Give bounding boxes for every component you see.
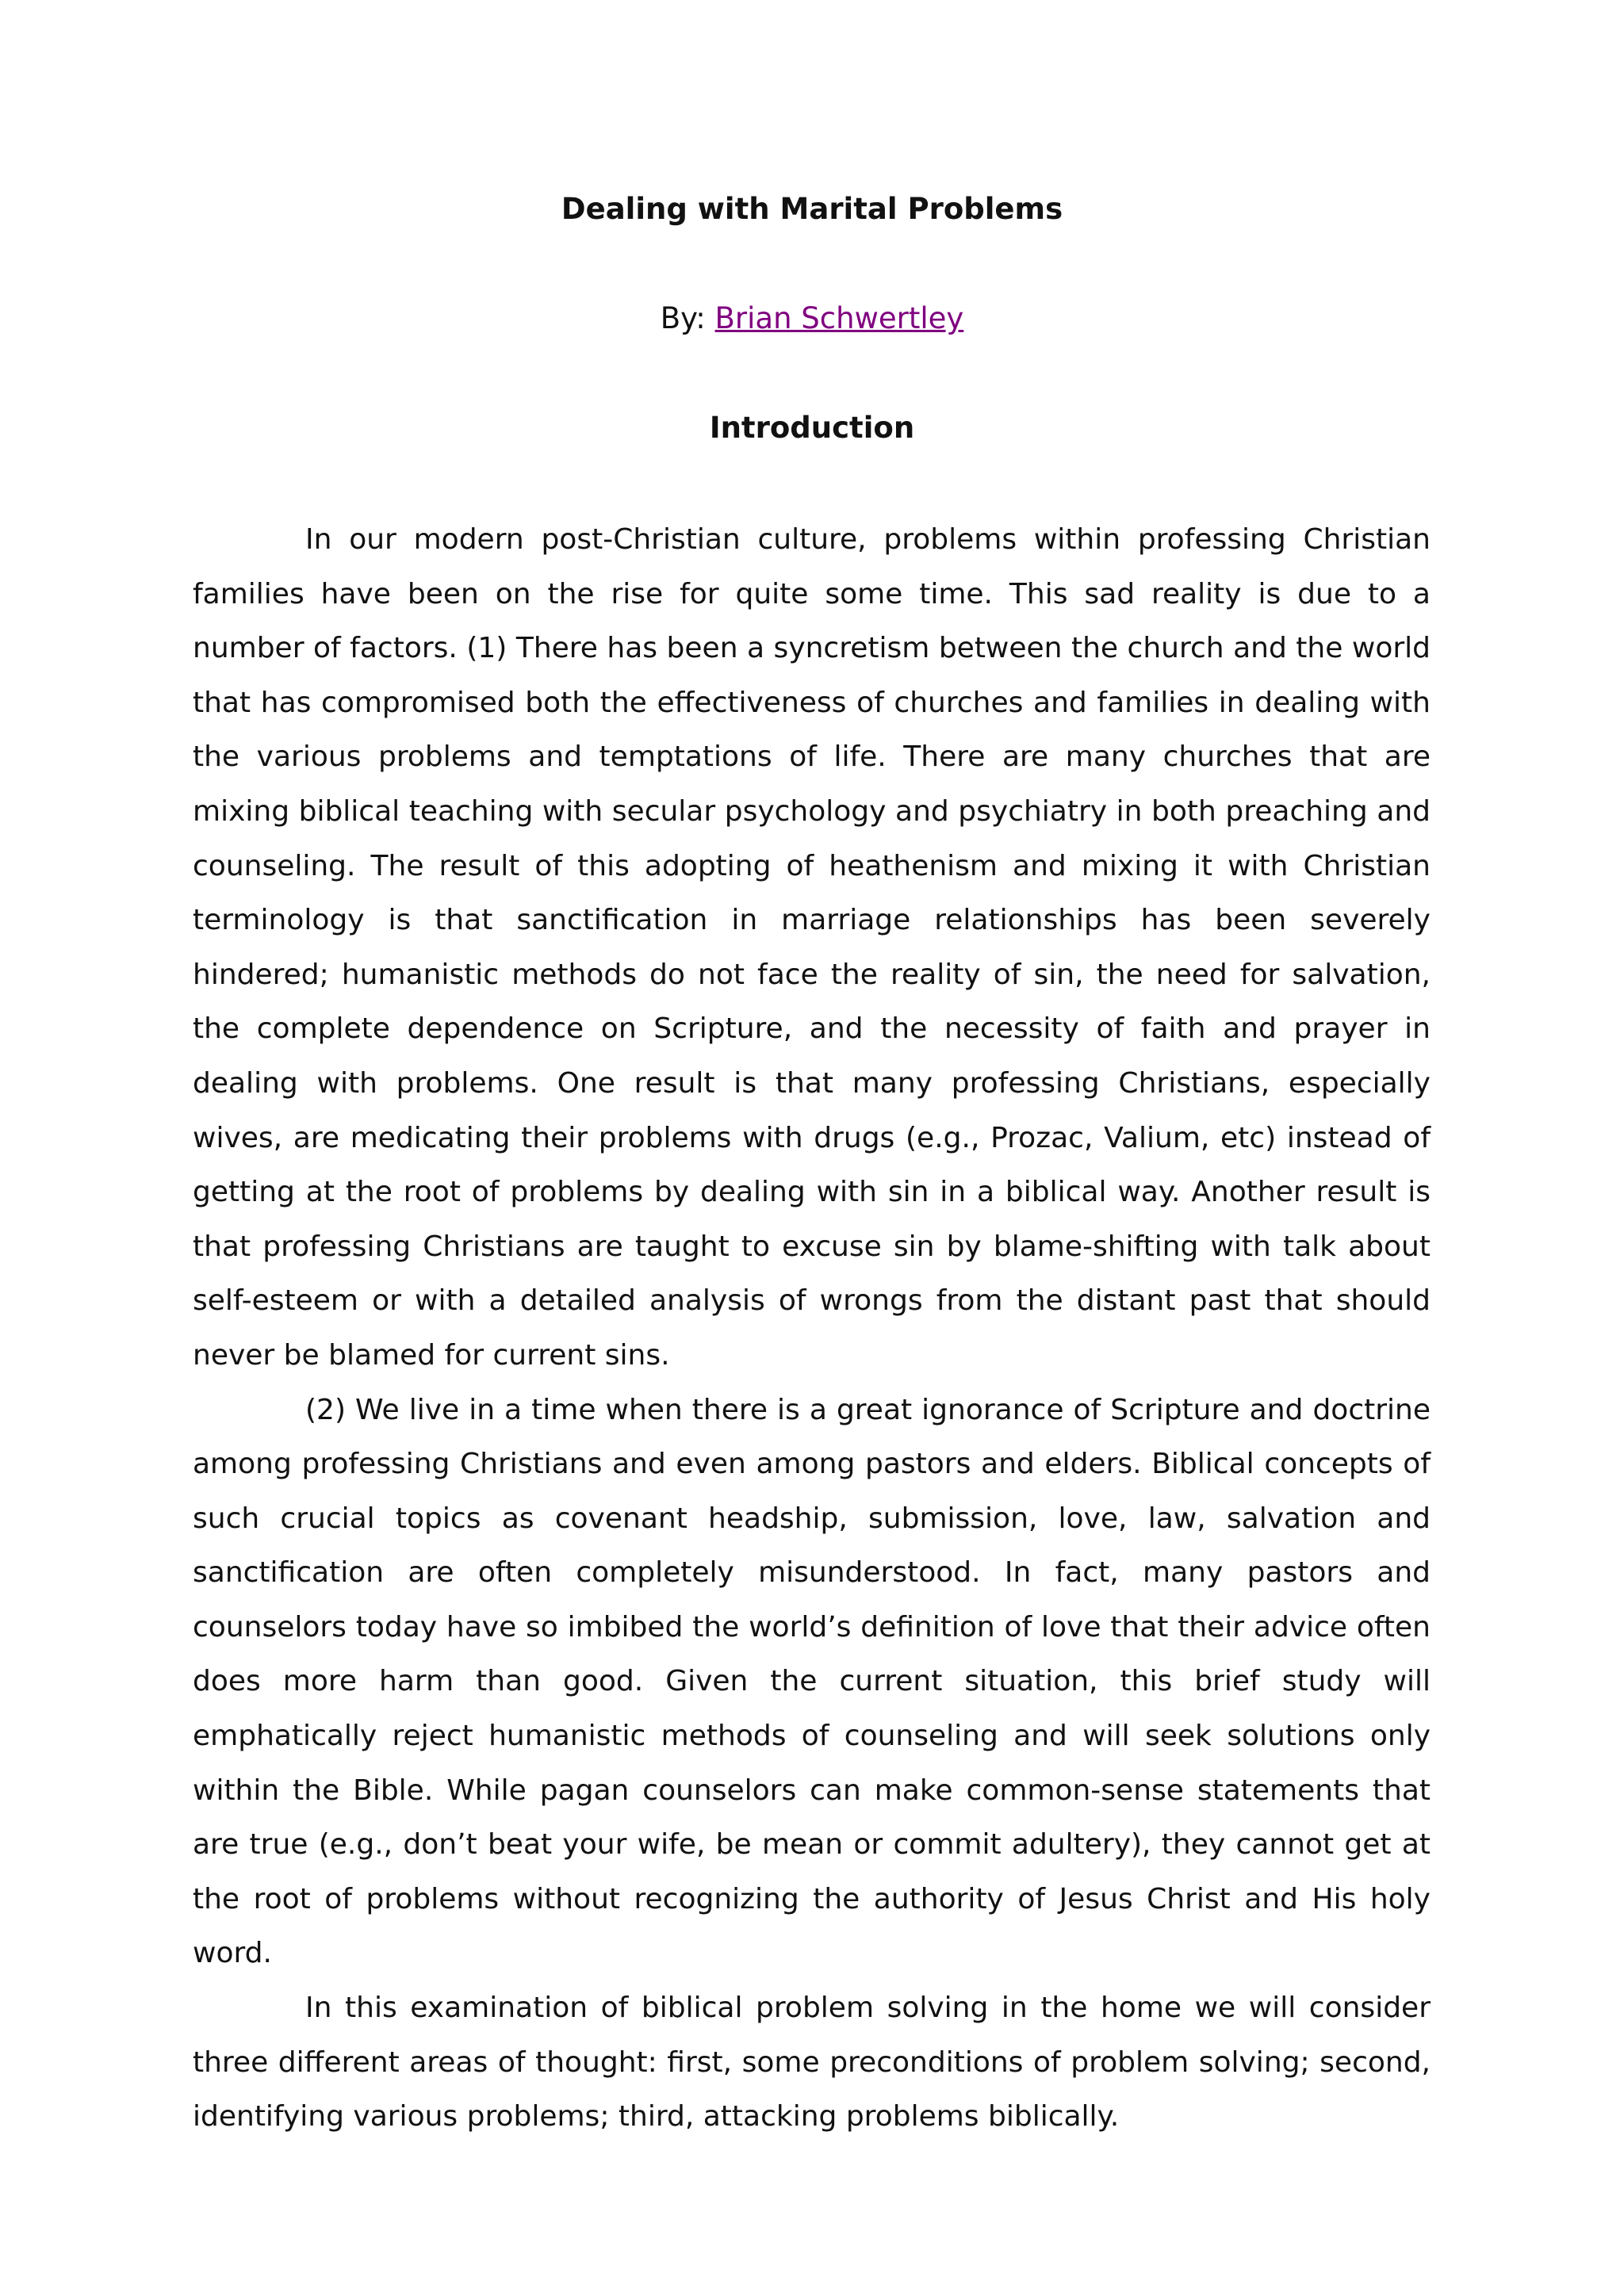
paragraph-1: In our modern post-Christian culture, problems within professing Christian families have been on the rise for quite some time. This sad reality is due to a number of factors. (1) There has been a syncretism between the church and the world that has compromised both the effectiveness of churches and families in dealing with the various problems and temptations of life. There are many churches that are mixing biblical teaching with secular psychology and psychiatry in both preaching and counseling. The result of this adopting of heathenism and mixing it with Christian terminology is that sanctification in marriage relationships has been severely hindered; humanistic methods do not face the reality of sin, the need for salvation, the complete dependence on Scripture, and the necessity of faith and prayer in dealing with problems. One result is that many professing Christians, especially wives, are medicating their problems with drugs (e.g., Prozac, Valium, etc) instead of getting at the root of problems by dealing with sin in a biblical way. Another result is that professing Christians are taught to excuse sin by blame-shifting with talk about self-esteem or with a detailed analysis of wrongs from the distant past that should never be blamed for current sins. <box>193 523 1431 1372</box>
byline <box>0 297 1624 341</box>
body-text <box>193 513 1431 2145</box>
paragraph-2: (2) We live in a time when there is a great ignorance of Scripture and doctrine among professing Christians and even among pastors and elders. Biblical concepts of such crucial topics as covenant headship, submission, love, law, salvation and sanctification are often completely misunderstood. In fact, many pastors and counselors today have so imbibed the world’s definition of love that their advice often does more harm than good. Given the current situation, this brief study will emphatically reject humanistic methods of counseling and will seek solutions only within the Bible. While pagan counselors can make common-sense statements that are true (e.g., don’t beat your wife, be mean or commit adultery), they cannot get at the root of problems without recognizing the authority of Jesus Christ and His holy word. <box>193 1393 1431 1970</box>
byline-prefix: By: <box>660 301 715 335</box>
document-title: Dealing with Marital Problems <box>561 192 1063 226</box>
paragraph-3: In this examination of biblical problem solving in the home we will consider three different areas of thought: first, some preconditions of problem solving; second, identifying various problems; third, attacking problems biblically. <box>193 1992 1431 2133</box>
section-heading-introduction: Introduction <box>709 411 915 445</box>
author-link[interactable]: Brian Schwertley <box>714 301 964 335</box>
